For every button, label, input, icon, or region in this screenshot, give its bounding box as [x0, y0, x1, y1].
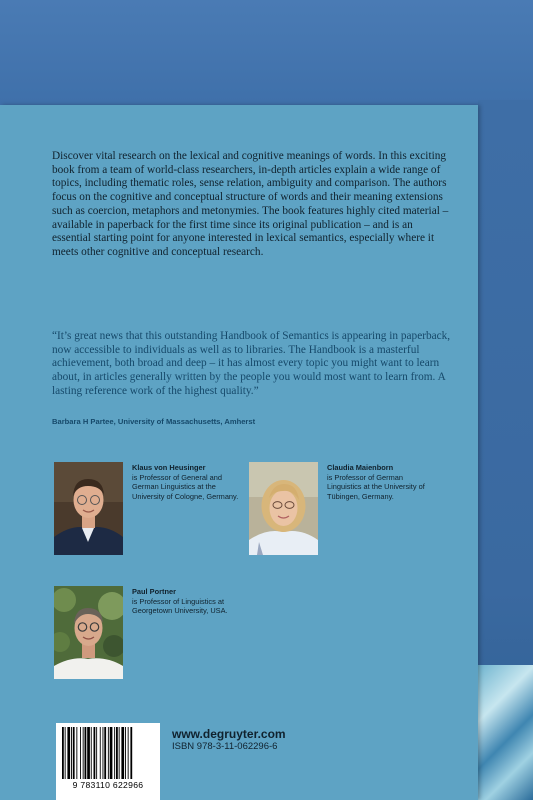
isbn-barcode [56, 723, 160, 800]
editor-description: is Professor of General and German Linguistics at the University of Cologne, Germany. [132, 472, 239, 501]
editor-name: Claudia Maienborn [327, 463, 394, 472]
barcode-bar [130, 727, 132, 779]
barcode-bar [87, 727, 90, 779]
barcode-bar [103, 727, 104, 779]
book-description: Discover vital research on the lexical and cognitive meanings of words. In this exciting book from a team of world-class researchers, in-depth articles explain a wide range of topics, including thematic roles, sense relation, ambiguity and comparison. The authors focus on the cognitive and conceptual structure of words and their meaning extensions such as coercion, metaphors and metonymies. The book features highly cited material – available in paperback for the first time since its original publication – and is an essential starting point for anyone interested in lexical semantics, especially where it meets other cognitive and conceptual research. [52, 150, 449, 258]
barcode-bar [100, 727, 101, 779]
editor-description: is Professor of Linguistics at Georgetown University, USA. [132, 596, 228, 616]
barcode-bar [94, 727, 96, 779]
editor-name: Paul Portner [132, 587, 176, 596]
barcode-bar [91, 727, 92, 779]
barcode-bar [125, 727, 126, 779]
barcode-bar [114, 727, 115, 779]
barcode-bar [85, 727, 87, 779]
background-reflection [478, 665, 533, 800]
editor-bio-claudia-maienborn [327, 463, 439, 501]
barcode-bar [67, 727, 70, 779]
barcode-bar [80, 727, 81, 779]
publisher-website: www.degruyter.com [172, 727, 286, 741]
editor-photo-paul-portner [54, 586, 123, 679]
barcode-bar [76, 727, 77, 779]
editor-bio-paul-portner [132, 587, 244, 616]
barcode-bar [62, 727, 64, 779]
barcode-bar [65, 727, 66, 779]
background-top [0, 0, 533, 105]
endorsement-quote: “It’s great news that this outstanding Handbook of Semantics is appearing in paperback, now accessible to individuals as well as to libraries. The Handbook is a masterful achievement, both broad and deep – it has almost every topic you might want to learn about, in articles generally written by the people you would most want to learn from. A lasting reference work of the highest quality.” [52, 330, 451, 397]
barcode-bar [96, 727, 97, 779]
editor-description: is Professor of German Linguistics at the University of Tübingen, Germany. [327, 472, 425, 501]
barcode-bar [73, 727, 75, 779]
editor-photo-claudia-maienborn [249, 462, 318, 555]
barcode-bar [104, 727, 106, 779]
barcode-digits: 9 783110 622966 [72, 780, 144, 790]
editor-bio-klaus-von-heusinger [132, 463, 244, 501]
barcode-bar [121, 727, 124, 779]
barcode-bar [119, 727, 120, 779]
endorsement-source: Barbara H Partee, University of Massachusetts, Amherst [52, 417, 256, 426]
isbn-number: ISBN 978-3-11-062296-6 [172, 741, 278, 752]
barcode-bar [110, 727, 113, 779]
barcode-bar [116, 727, 118, 779]
barcode-bar [108, 727, 109, 779]
barcode-bars-graphic [56, 723, 160, 783]
barcode-bar [128, 727, 129, 779]
editor-photo-klaus-von-heusinger [54, 462, 123, 555]
barcode-bar [71, 727, 72, 779]
editor-name: Klaus von Heusinger [132, 463, 206, 472]
barcode-bar [83, 727, 84, 779]
